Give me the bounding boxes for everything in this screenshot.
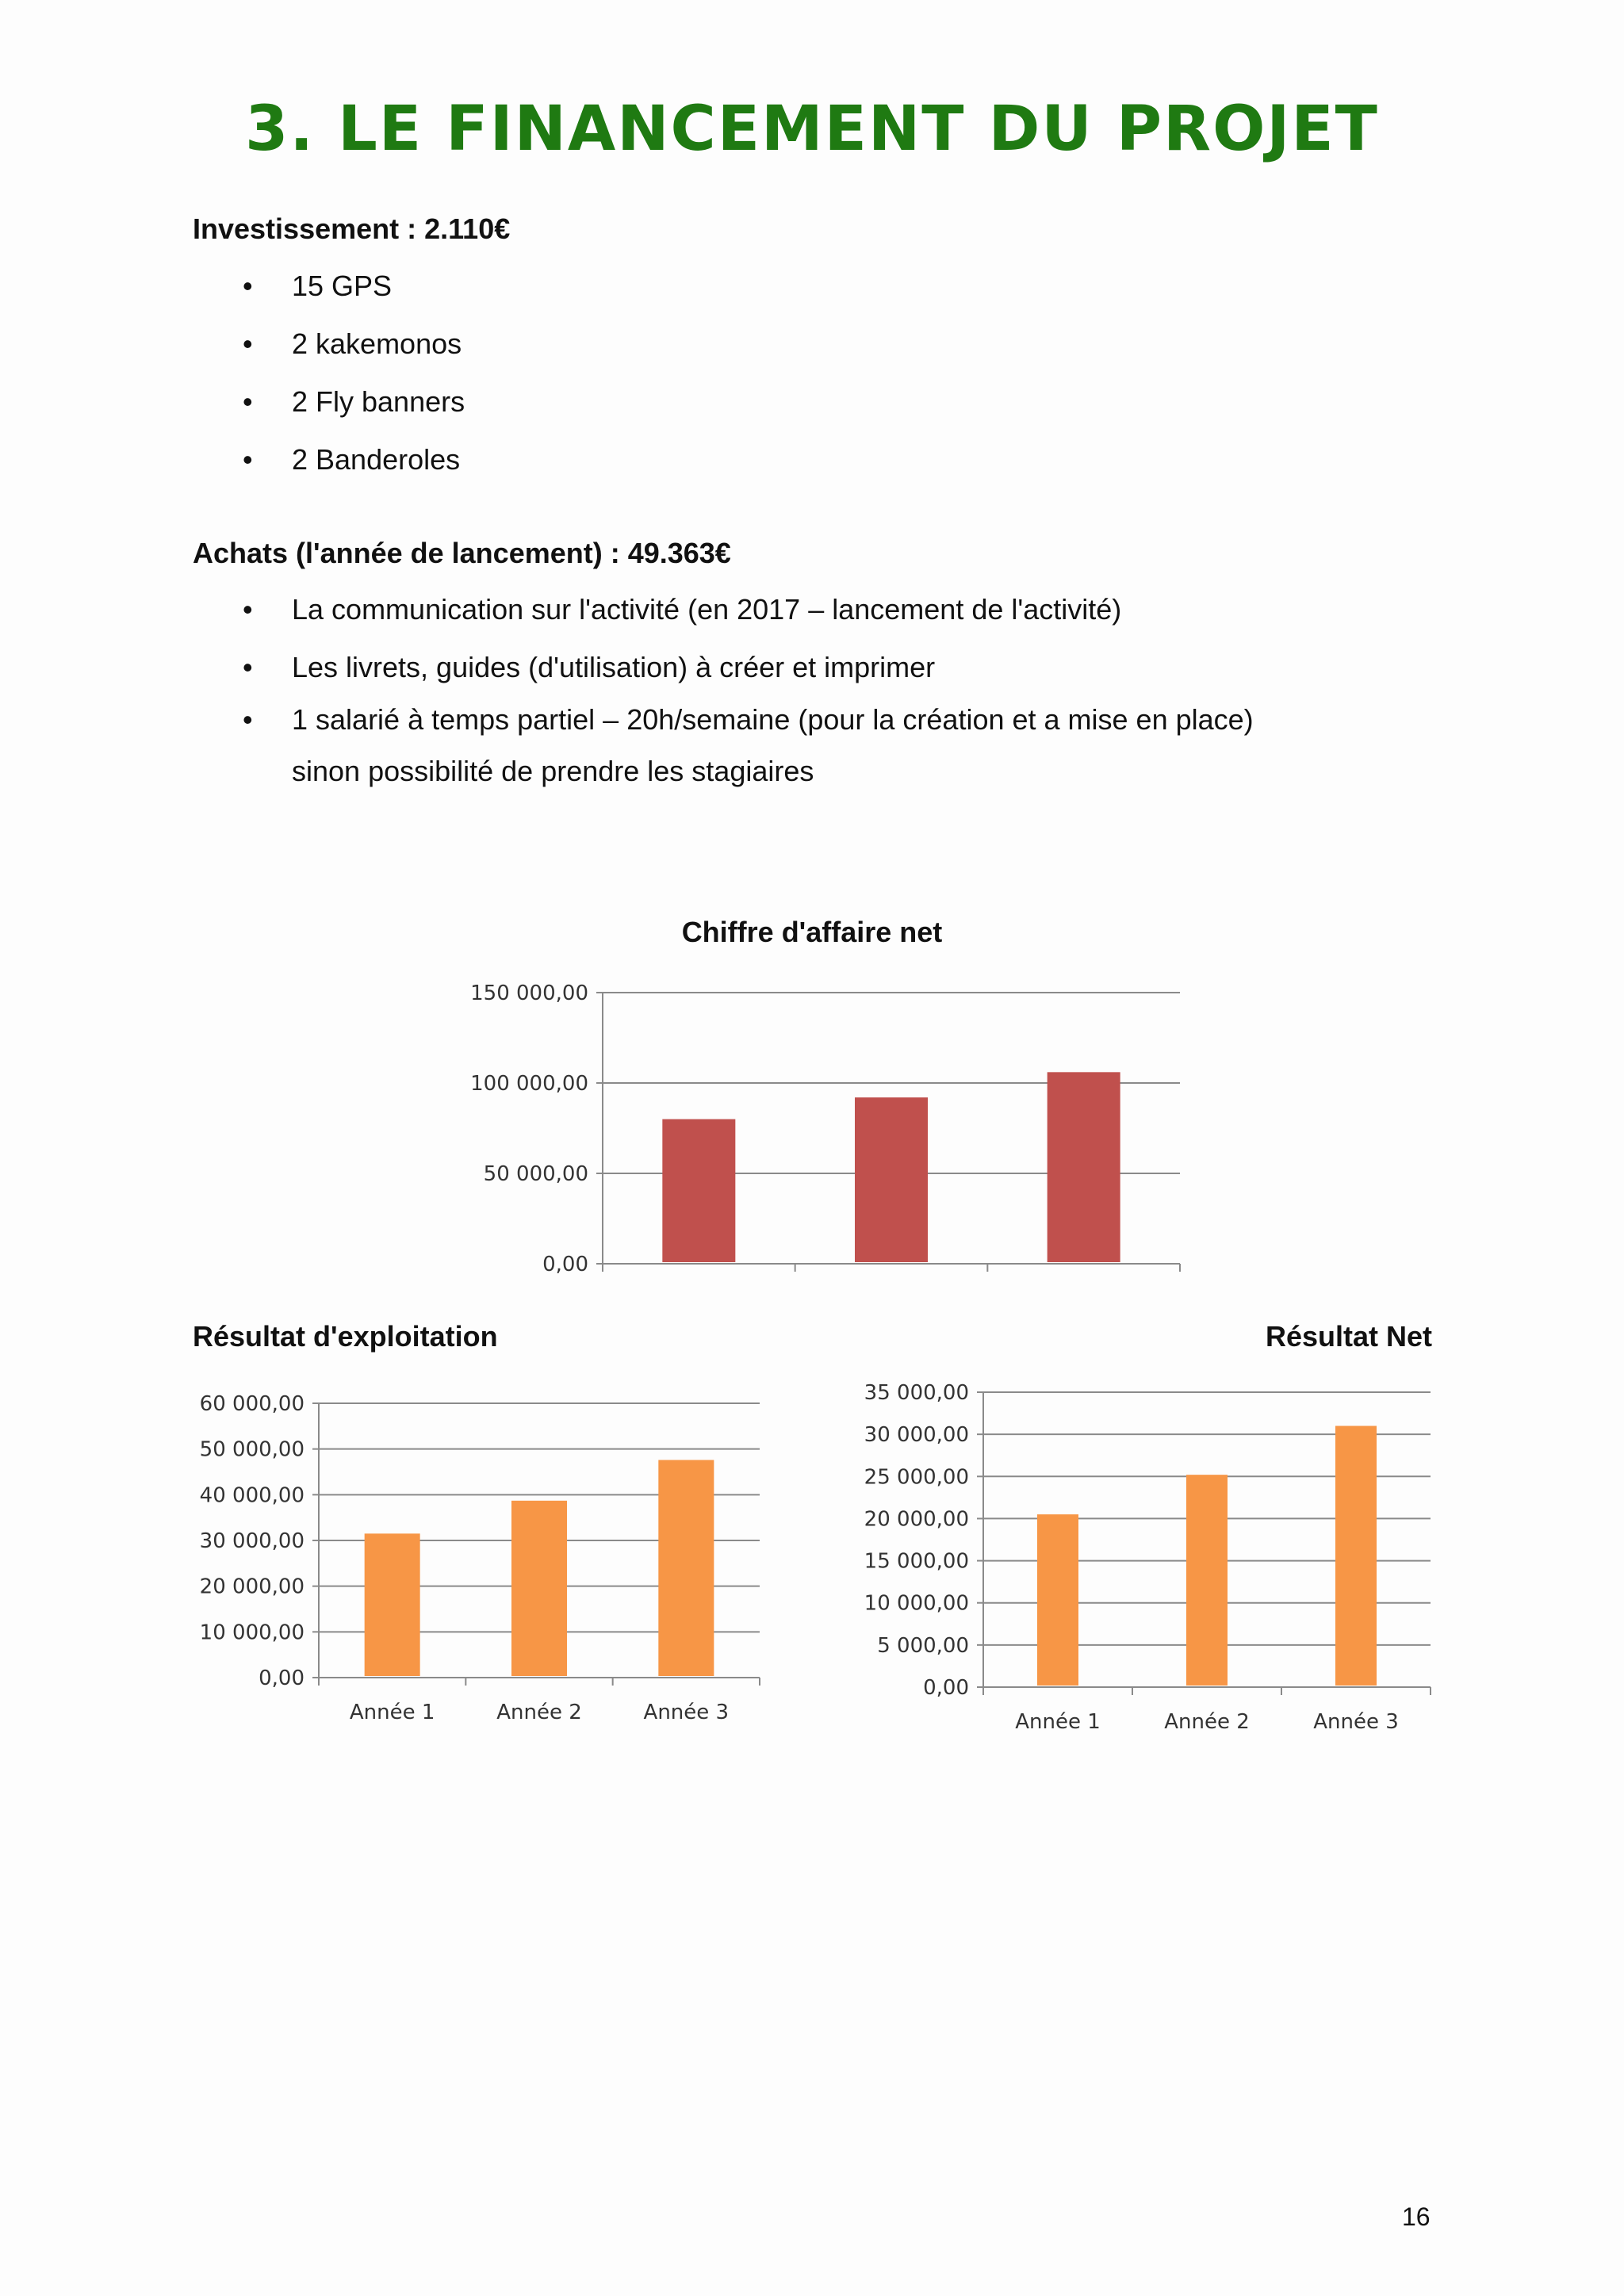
bullet-icon: •: [243, 703, 253, 736]
y-tick-label: 20 000,00: [199, 1575, 304, 1599]
page-number: 16: [1402, 2202, 1431, 2231]
y-tick-label: 35 000,00: [864, 1381, 969, 1405]
bar: [1186, 1475, 1228, 1686]
y-tick-label: 20 000,00: [864, 1507, 969, 1532]
y-tick-label: 30 000,00: [199, 1529, 304, 1553]
y-tick-label: 0,00: [259, 1667, 304, 1690]
y-tick-label: 150 000,00: [470, 982, 588, 1005]
y-tick-label: 0,00: [542, 1253, 588, 1276]
x-tick-label: Année 2: [496, 1701, 582, 1724]
bullet-icon: •: [243, 270, 253, 302]
chart-title-chiffre-affaire: Chiffre d'affaire net: [681, 916, 943, 948]
x-tick-label: Année 1: [1015, 1710, 1101, 1734]
list-item-text: 1 salarié à temps partiel – 20h/semaine (pour la création et a mise en place): [292, 703, 1254, 736]
bar: [662, 1119, 735, 1262]
bar: [1048, 1072, 1120, 1262]
bar: [855, 1097, 928, 1262]
y-tick-label: 50 000,00: [199, 1437, 304, 1462]
page-title: 3. LE FINANCEMENT DU PROJET: [245, 94, 1379, 165]
y-tick-label: 100 000,00: [470, 1072, 588, 1096]
bullet-icon: •: [243, 443, 253, 476]
y-tick-label: 0,00: [923, 1676, 969, 1700]
bar: [1335, 1426, 1377, 1686]
list-item-continuation: sinon possibilité de prendre les stagiaires: [292, 755, 814, 787]
list-item-text: Les livrets, guides (d'utilisation) à créer et imprimer: [292, 651, 936, 683]
investissement-heading: Investissement : 2.110€: [193, 212, 511, 245]
bullet-icon: •: [243, 385, 253, 418]
x-tick-label: Année 2: [1164, 1710, 1250, 1734]
x-tick-label: Année 3: [1313, 1710, 1399, 1734]
chart-resultat-net: [864, 1381, 1431, 1734]
bullet-icon: •: [243, 593, 253, 626]
y-tick-label: 25 000,00: [864, 1465, 969, 1490]
list-item-text: 2 Fly banners: [292, 385, 465, 418]
bar: [1037, 1514, 1078, 1686]
y-tick-label: 50 000,00: [483, 1162, 588, 1186]
y-tick-label: 10 000,00: [864, 1591, 969, 1616]
bar: [511, 1501, 567, 1676]
y-tick-label: 15 000,00: [864, 1549, 969, 1574]
achats-heading: Achats (l'année de lancement) : 49.363€: [193, 537, 731, 569]
bar: [658, 1460, 714, 1676]
bullet-icon: •: [243, 327, 253, 360]
list-item-text: 2 kakemonos: [292, 327, 462, 360]
y-tick-label: 40 000,00: [199, 1483, 304, 1508]
chart-title-resultat-exploitation: Résultat d'exploitation: [193, 1320, 498, 1353]
y-tick-label: 5 000,00: [877, 1633, 969, 1658]
bullet-icon: •: [243, 651, 253, 683]
x-tick-label: Année 1: [349, 1701, 435, 1724]
y-tick-label: 10 000,00: [199, 1621, 304, 1645]
bar: [365, 1533, 420, 1676]
chart-title-resultat-net: Résultat Net: [1265, 1320, 1432, 1353]
list-item-text: 15 GPS: [292, 270, 393, 302]
chart-chiffre-affaire: [470, 982, 1180, 1276]
y-tick-label: 30 000,00: [864, 1423, 969, 1448]
list-item-text: La communication sur l'activité (en 2017 – lancement de l'activité): [292, 593, 1122, 626]
list-item-text: 2 Banderoles: [292, 443, 461, 476]
chart-resultat-exploitation: [200, 1392, 760, 1724]
x-tick-label: Année 3: [643, 1701, 730, 1724]
y-tick-label: 60 000,00: [199, 1392, 304, 1416]
